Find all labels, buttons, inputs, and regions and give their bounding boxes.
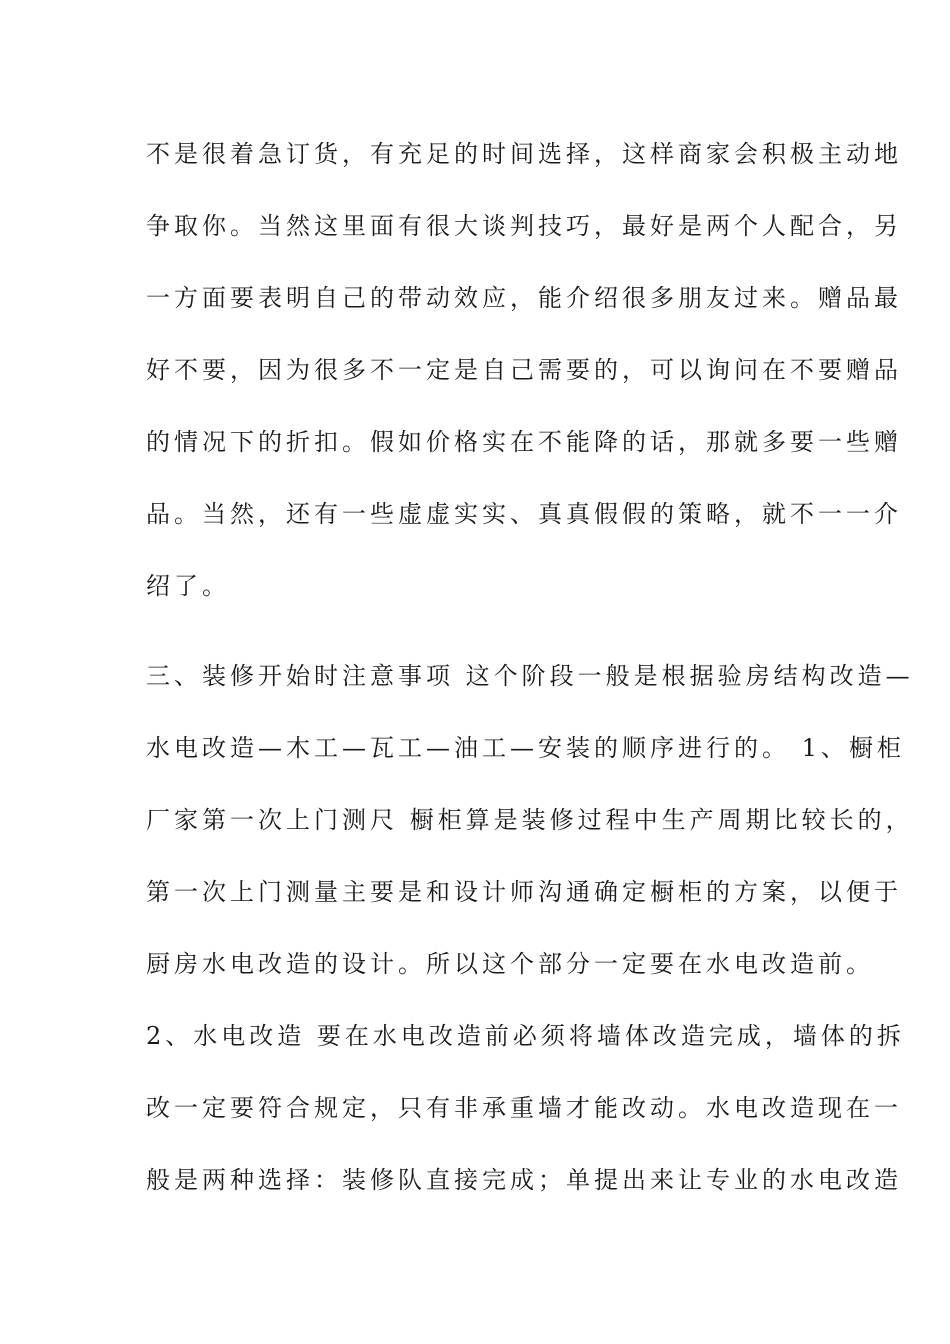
text-line: 厂家第一次上门测尺 橱柜算是装修过程中生产周期比较长的， xyxy=(146,806,914,834)
text-line: 第一次上门测量主要是和设计师沟通确定橱柜的方案，以便于 xyxy=(146,878,902,906)
text-line: 不是很着急订货，有充足的时间选择，这样商家会积极主动地 xyxy=(146,140,902,168)
text-line: 般是两种选择：装修队直接完成；单提出来让专业的水电改造 xyxy=(146,1166,902,1194)
text-line: 一方面要表明自己的带动效应，能介绍很多朋友过来。赠品最 xyxy=(146,284,902,312)
text-line: 的情况下的折扣。假如价格实在不能降的话，那就多要一些赠 xyxy=(146,428,902,456)
text-line: 厨房水电改造的设计。所以这个部分一定要在水电改造前。 xyxy=(146,950,874,978)
text-line: 2、水电改造 要在水电改造前必须将墙体改造完成，墙体的拆 xyxy=(146,1022,905,1050)
text-line: 绍了。 xyxy=(146,572,230,600)
text-line: 改一定要符合规定，只有非承重墙才能改动。水电改造现在一 xyxy=(146,1094,902,1122)
section-heading-line: 三、装修开始时注意事项 这个阶段一般是根据验房结构改造— xyxy=(146,662,914,690)
text-line: 品。当然，还有一些虚虚实实、真真假假的策略，就不一一介 xyxy=(146,500,902,528)
text-line: 争取你。当然这里面有很大谈判技巧，最好是两个人配合，另 xyxy=(146,212,902,240)
text-line: 好不要，因为很多不一定是自己需要的，可以询问在不要赠品 xyxy=(146,356,902,384)
text-line: 水电改造—木工—瓦工—油工—安装的顺序进行的。 1、橱柜 xyxy=(146,734,905,762)
